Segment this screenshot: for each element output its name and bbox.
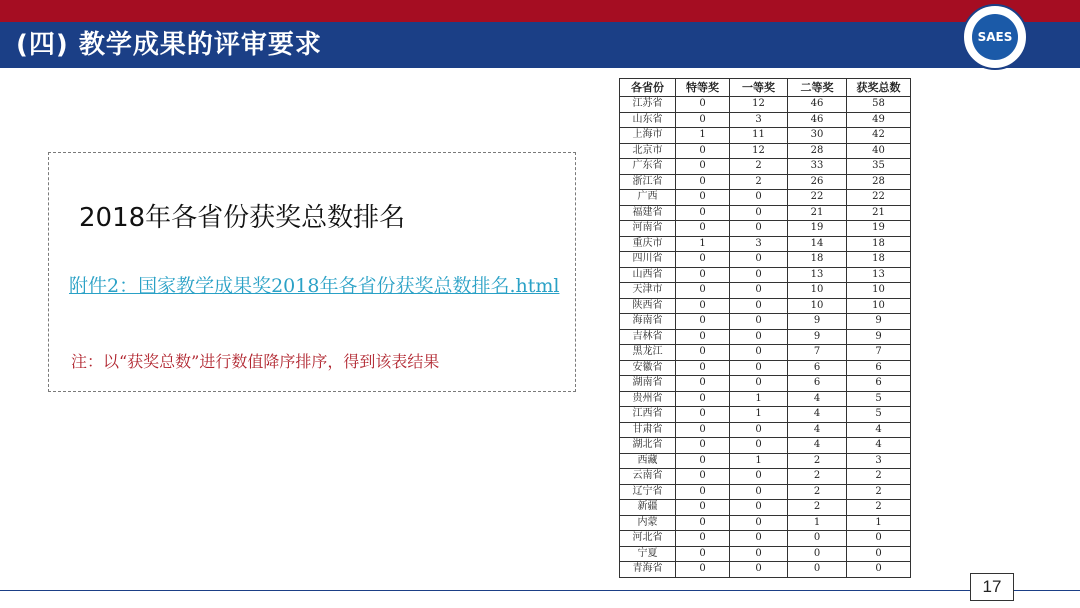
table-row [620, 453, 911, 469]
ranking-table [619, 78, 911, 578]
count-cell: 2 [730, 159, 788, 175]
count-cell: 58 [847, 97, 911, 113]
count-cell: 0 [730, 190, 788, 206]
count-cell: 26 [788, 174, 847, 190]
table-row [620, 112, 911, 128]
table-row [620, 469, 911, 485]
count-cell: 0 [730, 360, 788, 376]
table-row [620, 376, 911, 392]
top-accent-bar [0, 0, 1080, 22]
count-cell: 0 [676, 391, 730, 407]
slide-title: (四) 教学成果的评审要求 [16, 30, 322, 60]
count-cell: 6 [847, 360, 911, 376]
count-cell: 0 [676, 360, 730, 376]
province-cell: 湖南省 [620, 376, 676, 392]
saes-logo [962, 4, 1028, 70]
table-row [620, 174, 911, 190]
count-cell: 10 [788, 298, 847, 314]
count-cell: 0 [730, 298, 788, 314]
count-cell: 0 [788, 562, 847, 578]
count-cell: 3 [730, 112, 788, 128]
count-cell: 0 [676, 329, 730, 345]
province-cell: 浙江省 [620, 174, 676, 190]
count-cell: 0 [676, 562, 730, 578]
province-cell: 辽宁省 [620, 484, 676, 500]
column-header: 特等奖 [676, 79, 730, 97]
footer-divider [0, 590, 1080, 591]
province-cell: 上海市 [620, 128, 676, 144]
count-cell: 0 [676, 484, 730, 500]
count-cell: 0 [730, 252, 788, 268]
count-cell: 33 [788, 159, 847, 175]
table-row [620, 298, 911, 314]
count-cell: 18 [847, 252, 911, 268]
count-cell: 0 [676, 500, 730, 516]
count-cell: 10 [847, 283, 911, 299]
page-number: 17 [970, 573, 1014, 601]
count-cell: 12 [730, 143, 788, 159]
count-cell: 0 [676, 422, 730, 438]
sort-note: 注：以“获奖总数”进行数值降序排序，得到该表结果 [71, 352, 440, 371]
count-cell: 4 [788, 391, 847, 407]
count-cell: 0 [847, 562, 911, 578]
count-cell: 0 [676, 469, 730, 485]
count-cell: 0 [730, 438, 788, 454]
count-cell: 0 [847, 531, 911, 547]
count-cell: 12 [730, 97, 788, 113]
count-cell: 0 [730, 329, 788, 345]
count-cell: 4 [847, 438, 911, 454]
count-cell: 0 [676, 283, 730, 299]
province-cell: 安徽省 [620, 360, 676, 376]
table-row [620, 500, 911, 516]
count-cell: 0 [730, 345, 788, 361]
count-cell: 0 [676, 314, 730, 330]
province-cell: 天津市 [620, 283, 676, 299]
count-cell: 0 [676, 205, 730, 221]
box-heading: 2018年各省份获奖总数排名 [79, 203, 406, 233]
count-cell: 0 [676, 190, 730, 206]
count-cell: 2 [730, 174, 788, 190]
table-row [620, 345, 911, 361]
count-cell: 0 [676, 345, 730, 361]
count-cell: 0 [676, 159, 730, 175]
count-cell: 28 [788, 143, 847, 159]
count-cell: 13 [847, 267, 911, 283]
count-cell: 4 [847, 422, 911, 438]
logo-text: SAES [972, 14, 1018, 60]
count-cell: 30 [788, 128, 847, 144]
count-cell: 4 [788, 438, 847, 454]
count-cell: 0 [676, 438, 730, 454]
table-row [620, 205, 911, 221]
count-cell: 0 [676, 546, 730, 562]
column-header: 各省份 [620, 79, 676, 97]
province-cell: 山西省 [620, 267, 676, 283]
count-cell: 0 [676, 97, 730, 113]
count-cell: 19 [847, 221, 911, 237]
column-header: 获奖总数 [847, 79, 911, 97]
count-cell: 0 [676, 531, 730, 547]
count-cell: 1 [676, 128, 730, 144]
count-cell: 0 [730, 562, 788, 578]
count-cell: 2 [788, 484, 847, 500]
count-cell: 1 [730, 453, 788, 469]
province-cell: 云南省 [620, 469, 676, 485]
province-cell: 西藏 [620, 453, 676, 469]
table-row [620, 422, 911, 438]
table-row [620, 360, 911, 376]
count-cell: 4 [788, 407, 847, 423]
count-cell: 2 [788, 469, 847, 485]
count-cell: 0 [676, 453, 730, 469]
count-cell: 0 [730, 283, 788, 299]
province-cell: 吉林省 [620, 329, 676, 345]
count-cell: 0 [847, 546, 911, 562]
table-row [620, 314, 911, 330]
table-row [620, 438, 911, 454]
count-cell: 0 [730, 469, 788, 485]
count-cell: 0 [676, 267, 730, 283]
count-cell: 21 [788, 205, 847, 221]
count-cell: 0 [730, 267, 788, 283]
count-cell: 49 [847, 112, 911, 128]
table-row [620, 267, 911, 283]
table-row [620, 531, 911, 547]
attachment-link[interactable]: 附件2：国家教学成果奖2018年各省份获奖总数排名.html [69, 275, 560, 297]
province-cell: 湖北省 [620, 438, 676, 454]
count-cell: 46 [788, 112, 847, 128]
province-cell: 北京市 [620, 143, 676, 159]
count-cell: 9 [847, 314, 911, 330]
province-cell: 山东省 [620, 112, 676, 128]
count-cell: 1 [847, 515, 911, 531]
count-cell: 10 [788, 283, 847, 299]
count-cell: 2 [847, 500, 911, 516]
count-cell: 9 [847, 329, 911, 345]
province-cell: 新疆 [620, 500, 676, 516]
count-cell: 0 [788, 546, 847, 562]
count-cell: 19 [788, 221, 847, 237]
count-cell: 10 [847, 298, 911, 314]
count-cell: 7 [847, 345, 911, 361]
count-cell: 0 [676, 221, 730, 237]
count-cell: 13 [788, 267, 847, 283]
count-cell: 0 [730, 515, 788, 531]
province-cell: 陕西省 [620, 298, 676, 314]
table-row [620, 128, 911, 144]
count-cell: 0 [730, 546, 788, 562]
count-cell: 11 [730, 128, 788, 144]
table-row [620, 236, 911, 252]
count-cell: 0 [676, 112, 730, 128]
count-cell: 0 [730, 314, 788, 330]
count-cell: 18 [847, 236, 911, 252]
count-cell: 0 [730, 376, 788, 392]
count-cell: 3 [847, 453, 911, 469]
count-cell: 0 [730, 422, 788, 438]
count-cell: 0 [676, 252, 730, 268]
province-cell: 甘肃省 [620, 422, 676, 438]
table-row [620, 391, 911, 407]
count-cell: 18 [788, 252, 847, 268]
province-cell: 河南省 [620, 221, 676, 237]
count-cell: 22 [847, 190, 911, 206]
table-row [620, 97, 911, 113]
count-cell: 2 [847, 469, 911, 485]
table-header-row [620, 79, 911, 97]
count-cell: 35 [847, 159, 911, 175]
count-cell: 5 [847, 391, 911, 407]
count-cell: 0 [676, 143, 730, 159]
column-header: 二等奖 [788, 79, 847, 97]
count-cell: 46 [788, 97, 847, 113]
count-cell: 0 [676, 298, 730, 314]
count-cell: 0 [676, 515, 730, 531]
province-cell: 贵州省 [620, 391, 676, 407]
count-cell: 9 [788, 329, 847, 345]
count-cell: 0 [730, 221, 788, 237]
table-row [620, 143, 911, 159]
table-row [620, 515, 911, 531]
province-cell: 内蒙 [620, 515, 676, 531]
count-cell: 22 [788, 190, 847, 206]
count-cell: 2 [847, 484, 911, 500]
province-cell: 河北省 [620, 531, 676, 547]
table-row [620, 407, 911, 423]
column-header: 一等奖 [730, 79, 788, 97]
province-cell: 黑龙江 [620, 345, 676, 361]
count-cell: 0 [676, 174, 730, 190]
count-cell: 0 [788, 531, 847, 547]
count-cell: 2 [788, 453, 847, 469]
count-cell: 0 [730, 500, 788, 516]
province-cell: 海南省 [620, 314, 676, 330]
count-cell: 42 [847, 128, 911, 144]
count-cell: 4 [788, 422, 847, 438]
count-cell: 21 [847, 205, 911, 221]
province-cell: 广西 [620, 190, 676, 206]
table-row [620, 283, 911, 299]
count-cell: 0 [730, 531, 788, 547]
province-cell: 广东省 [620, 159, 676, 175]
count-cell: 28 [847, 174, 911, 190]
province-cell: 宁夏 [620, 546, 676, 562]
table-row [620, 484, 911, 500]
count-cell: 6 [788, 360, 847, 376]
count-cell: 1 [730, 407, 788, 423]
count-cell: 1 [788, 515, 847, 531]
count-cell: 6 [847, 376, 911, 392]
province-cell: 四川省 [620, 252, 676, 268]
note-box [48, 152, 576, 392]
count-cell: 0 [730, 484, 788, 500]
count-cell: 3 [730, 236, 788, 252]
table-row [620, 546, 911, 562]
count-cell: 0 [676, 376, 730, 392]
count-cell: 0 [676, 407, 730, 423]
count-cell: 5 [847, 407, 911, 423]
province-cell: 江西省 [620, 407, 676, 423]
count-cell: 1 [730, 391, 788, 407]
count-cell: 9 [788, 314, 847, 330]
table-row [620, 221, 911, 237]
province-cell: 江苏省 [620, 97, 676, 113]
count-cell: 1 [676, 236, 730, 252]
table-row [620, 159, 911, 175]
count-cell: 6 [788, 376, 847, 392]
table-row [620, 252, 911, 268]
province-cell: 福建省 [620, 205, 676, 221]
table-row [620, 190, 911, 206]
count-cell: 14 [788, 236, 847, 252]
table-row [620, 329, 911, 345]
count-cell: 0 [730, 205, 788, 221]
count-cell: 40 [847, 143, 911, 159]
count-cell: 7 [788, 345, 847, 361]
province-cell: 重庆市 [620, 236, 676, 252]
table-row [620, 562, 911, 578]
count-cell: 2 [788, 500, 847, 516]
province-cell: 青海省 [620, 562, 676, 578]
